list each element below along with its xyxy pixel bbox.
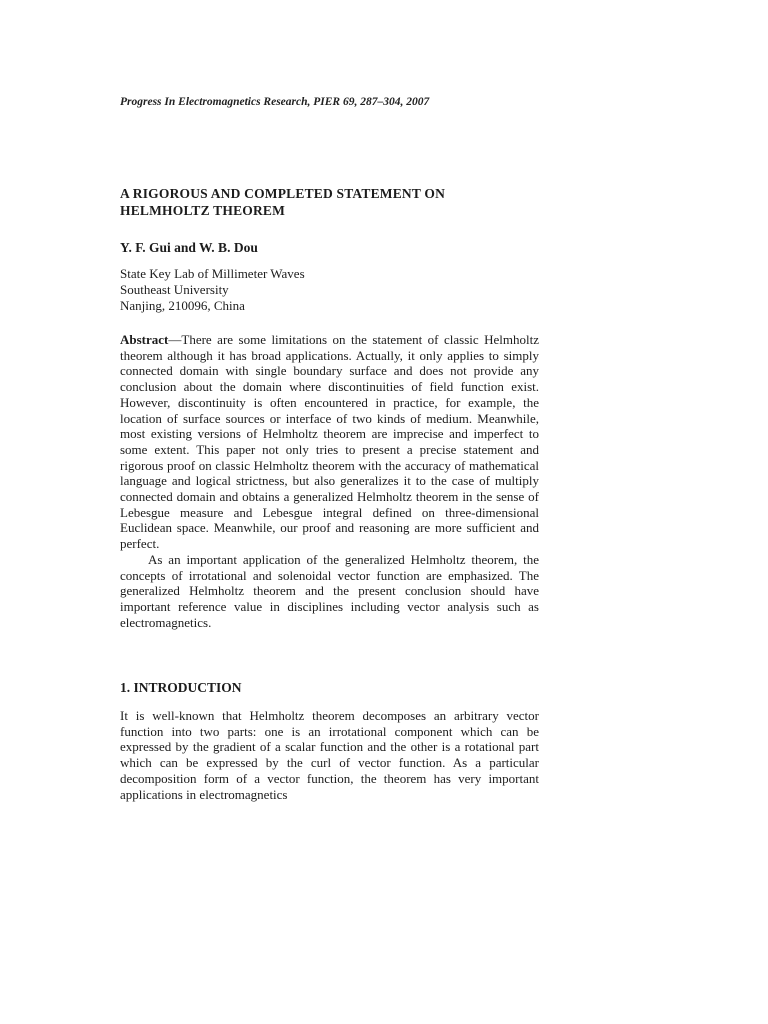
author-list: Y. F. Gui and W. B. Dou bbox=[120, 240, 258, 255]
paper-title bbox=[120, 185, 550, 219]
title-line-2: HELMHOLTZ THEOREM bbox=[120, 203, 286, 218]
abstract-label: Abstract bbox=[120, 332, 169, 347]
introduction-body bbox=[120, 708, 539, 802]
abstract-text-1: —There are some limitations on the statement of classic Helmholtz theorem although it has broad applications. Actually, it only applies to simply connected domain with single boundary surface and does not provide any conclusion about the domain where discontinuities of field function exist. However, discontinuity is often encountered in practice, for example, the location of surface sources or interface of two kinds of medium. Meanwhile, most existing versions of Helmholtz theorem are imprecise and imperfect to some extent. This paper not only tries to present a precise statement and rigorous proof on classic Helmholtz theorem with the accuracy of mathematical language and logical strictness, but also generalizes it to the case of multiply connected domain and obtains a generalized Helmholtz theorem in the sense of Lebesgue measure and Lebesgue integral defined on three-dimensional Euclidean space. Meanwhile, our proof and reasoning are more sufficient and perfect. bbox=[120, 332, 539, 552]
affiliation-line-2: Southeast University bbox=[120, 282, 229, 297]
journal-header: Progress In Electromagnetics Research, PIER 69, 287–304, 2007 bbox=[120, 96, 430, 108]
abstract bbox=[120, 332, 539, 630]
affiliation bbox=[120, 266, 305, 314]
section-heading-introduction: 1. INTRODUCTION bbox=[120, 680, 242, 695]
affiliation-line-1: State Key Lab of Millimeter Waves bbox=[120, 266, 305, 281]
abstract-paragraph-1 bbox=[120, 332, 539, 552]
introduction-paragraph-1: It is well-known that Helmholtz theorem decomposes an arbitrary vector function into two parts: one is an irrotational component which can be expressed by the gradient of a scalar function and the other is a rotational part which can be expressed by the curl of vector function. As a particular decomposition form of a vector function, the theorem has very important applications in electromagnetics bbox=[120, 708, 539, 802]
abstract-paragraph-2: As an important application of the generalized Helmholtz theorem, the concepts of irrotational and solenoidal vector function are emphasized. The generalized Helmholtz theorem and the present conclusion should have important reference value in disciplines including vector analysis such as electromagnetics. bbox=[120, 551, 539, 630]
title-line-1: A RIGOROUS AND COMPLETED STATEMENT ON bbox=[120, 186, 446, 201]
affiliation-line-3: Nanjing, 210096, China bbox=[120, 298, 245, 313]
